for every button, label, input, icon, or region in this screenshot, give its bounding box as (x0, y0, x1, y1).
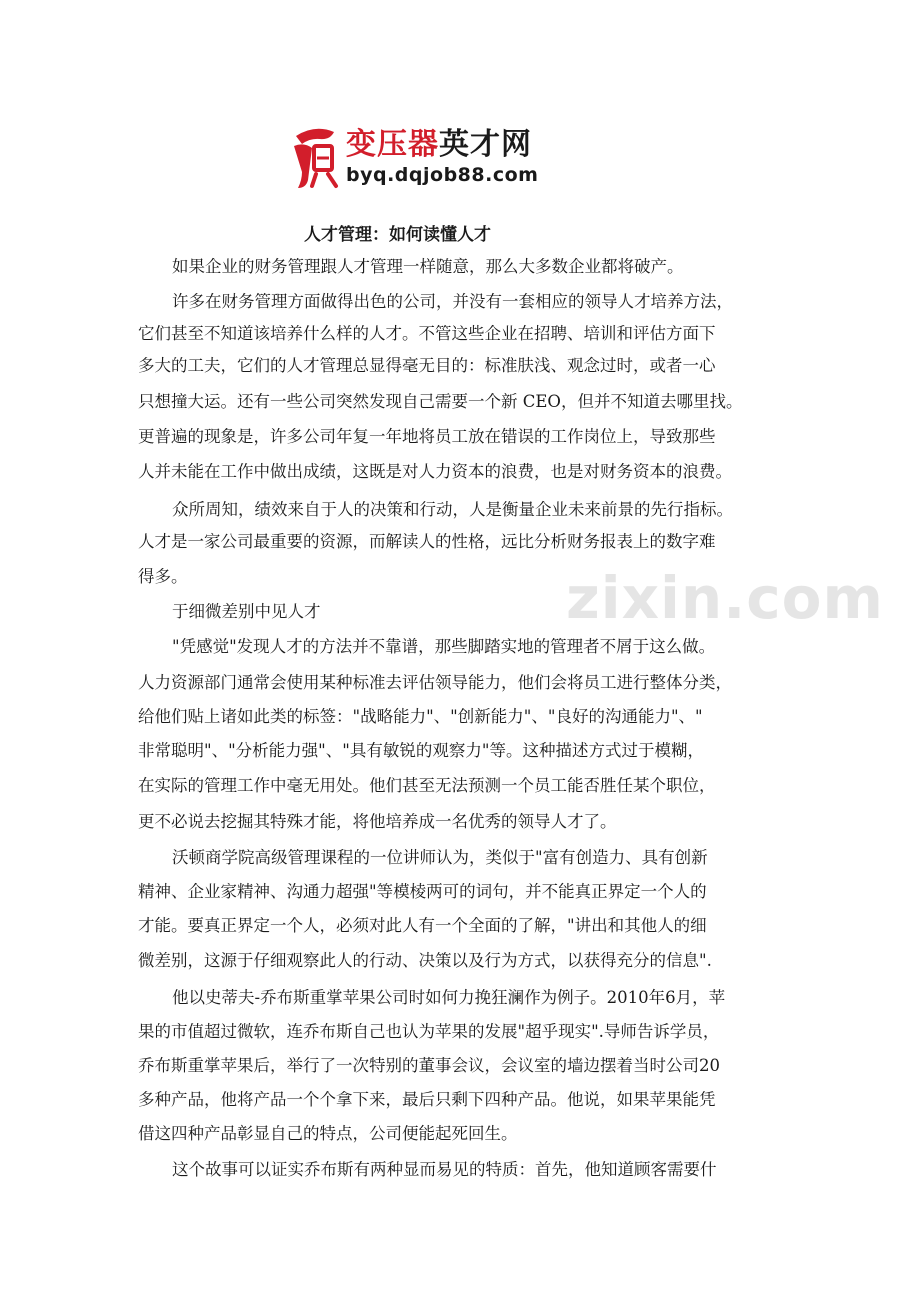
logo-url: byq.dqjob88.com (346, 164, 539, 186)
section-heading: 于细微差别中见人才 (172, 602, 321, 621)
body-line: 给他们贴上诸如此类的标签："战略能力"、"创新能力"、"良好的沟通能力"、" (138, 707, 703, 726)
body-line: 沃顿商学院高级管理课程的一位讲师认为，类似于"富有创造力、具有创新 (172, 848, 708, 867)
logo-name-red: 变压器 (346, 127, 439, 162)
body-line: 在实际的管理工作中毫无用处。他们甚至无法预测一个员工能否胜任某个职位， (138, 776, 716, 795)
body-line: 更不必说去挖掘其特殊才能，将他培养成一名优秀的领导人才了。 (138, 812, 617, 831)
body-line: 如果企业的财务管理跟人才管理一样随意，那么大多数企业都将破产。 (172, 257, 684, 276)
logo-name (346, 128, 532, 162)
body-line: 这个故事可以证实乔布斯有两种显而易见的特质：首先，他知道顾客需要什 (172, 1160, 717, 1179)
body-line: 精神、企业家精神、沟通力超强"等模棱两可的词句，并不能真正界定一个人的 (138, 882, 707, 901)
site-logo (290, 122, 540, 192)
body-line: 果的市值超过微软，连乔布斯自己也认为苹果的发展"超乎现实".导师告诉学员， (138, 1022, 720, 1041)
body-line: "凭感觉"发现人才的方法并不靠谱，那些脚踏实地的管理者不屑于这么做。 (172, 637, 716, 656)
body-line: 它们甚至不知道该培养什么样的人才。不管这些企业在招聘、培训和评估方面下 (138, 324, 716, 343)
body-line: 多大的工夫，它们的人才管理总显得毫无目的：标准肤浅、观念过时，或者一心 (138, 356, 716, 375)
body-line: 得多。 (138, 567, 188, 586)
body-line: 更普遍的现象是，许多公司年复一年地将员工放在错误的工作岗位上，导致那些 (138, 427, 716, 446)
watermark: zixin.com (566, 564, 884, 632)
body-line: 乔布斯重掌苹果后，举行了一次特别的董事会议，会议室的墙边摆着当时公司20 (138, 1056, 720, 1075)
logo-name-dark: 英才网 (439, 127, 532, 162)
body-line: 借这四种产品彰显自己的特点，公司便能起死回生。 (138, 1124, 518, 1143)
body-line: 人才是一家公司最重要的资源，而解读人的性格，远比分析财务报表上的数字难 (138, 532, 716, 551)
body-line: 人力资源部门通常会使用某种标准去评估领导能力，他们会将员工进行整体分类， (138, 673, 732, 692)
body-line: 人并未能在工作中做出成绩，这既是对人力资本的浪费，也是对财务资本的浪费。 (138, 462, 732, 481)
body-line: 微差别，这源于仔细观察此人的行动、决策以及行为方式，以获得充分的信息". (138, 951, 712, 970)
body-line: 多种产品，他将产品一个个拿下来，最后只剩下四种产品。他说，如果苹果能凭 (138, 1090, 716, 1109)
body-line: 众所周知，绩效来自于人的决策和行动，人是衡量企业未来前景的先行指标。 (172, 500, 733, 519)
body-line: 才能。要真正界定一个人，必须对此人有一个全面的了解，"讲出和其他人的细 (138, 916, 707, 935)
body-line: 他以史蒂夫-乔布斯重掌苹果公司时如何力挽狂澜作为例子。2010年6月，苹 (172, 988, 726, 1007)
body-line: 只想撞大运。还有一些公司突然发现自己需要一个新 CEO，但并不知道去哪里找。 (138, 392, 743, 411)
body-line: 许多在财务管理方面做得出色的公司，并没有一套相应的领导人才培养方法， (172, 292, 733, 311)
body-line: 非常聪明"、"分析能力强"、"具有敏锐的观察力"等。这种描述方式过于模糊， (138, 741, 704, 760)
article-title: 人才管理：如何读懂人才 (304, 225, 491, 245)
logo-mark-icon (290, 122, 340, 192)
